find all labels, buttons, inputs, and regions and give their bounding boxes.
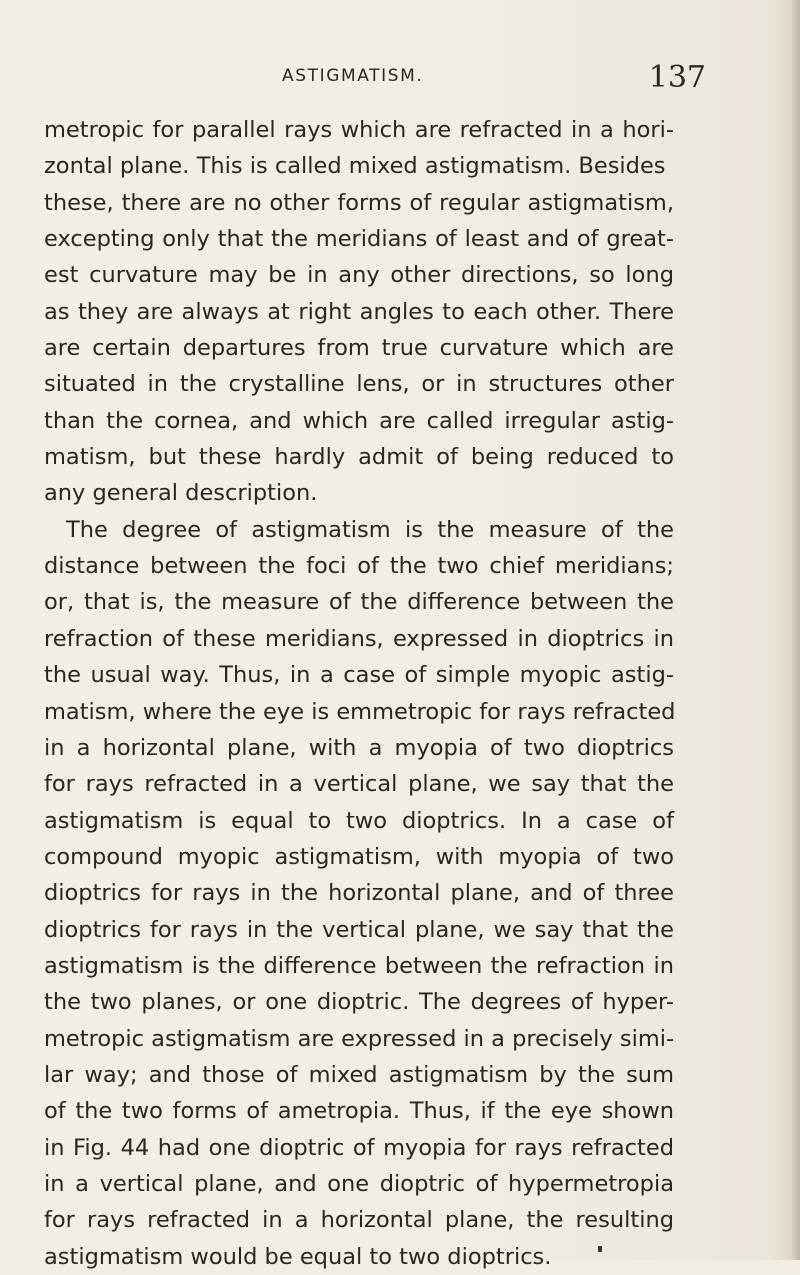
text-line: astigmatism is equal to two dioptrics. In a case of: [44, 807, 674, 834]
text-line: metropic astigmatism are expressed in a precisely simi-: [44, 1025, 675, 1052]
text-line: astigmatism would be equal to two dioptrics.: [44, 1243, 552, 1270]
text-line: compound myopic astigmatism, with myopia of two: [44, 843, 674, 870]
body-text: [44, 112, 674, 1275]
text-line: in Fig. 44 had one dioptric of myopia for rays refracted: [44, 1134, 674, 1161]
text-line: dioptrics for rays in the horizontal plane, and of three: [44, 880, 674, 907]
text-line: matism, where the eye is emmetropic for rays refracted: [44, 698, 676, 725]
text-line: or, that is, the measure of the difference between the: [44, 589, 674, 616]
page-edge-shadow: [790, 0, 800, 1260]
text-line: for rays refracted in a vertical plane, we say that the: [44, 771, 674, 798]
text-line: as they are always at right angles to each other. There: [44, 298, 674, 325]
text-line: dioptrics for rays in the vertical plane, we say that the: [44, 916, 674, 943]
text-line: in a horizontal plane, with a myopia of two dioptrics: [44, 734, 674, 761]
text-line: than the cornea, and which are called irregular astig-: [44, 407, 674, 434]
printing-mark: [598, 1246, 602, 1252]
page-number: 137: [648, 60, 706, 95]
text-line: in a vertical plane, and one dioptric of hypermetropia: [44, 1170, 674, 1197]
text-line: est curvature may be in any other directions, so long: [44, 262, 674, 289]
text-line: astigmatism is the difference between the refraction in: [44, 952, 674, 979]
text-line: are certain departures from true curvature which are: [44, 335, 674, 362]
paragraph-start-line: The degree of astigmatism is the measure of the: [66, 516, 674, 543]
text-line: the usual way. Thus, in a case of simple myopic astig-: [44, 662, 674, 689]
text-line: distance between the foci of the two chief meridians;: [44, 553, 674, 580]
text-line: refraction of these meridians, expressed in dioptrics in: [44, 625, 674, 652]
text-line: lar way; and those of mixed astigmatism by the sum: [44, 1061, 674, 1088]
text-line: matism, but these hardly admit of being reduced to: [44, 444, 674, 471]
text-line: for rays refracted in a horizontal plane, the resulting: [44, 1207, 674, 1234]
text-line: these, there are no other forms of regular astigmatism,: [44, 189, 674, 216]
text-line: metropic for parallel rays which are refracted in a hori-: [44, 117, 674, 143]
text-line: any general description.: [44, 480, 318, 507]
text-line: of the two forms of ametropia. Thus, if the eye shown: [44, 1098, 674, 1125]
text-line: zontal plane. This is called mixed astigmatism. Besides: [44, 153, 666, 180]
running-head: [44, 60, 712, 104]
running-title: ASTIGMATISM.: [282, 66, 424, 86]
text-line: situated in the crystalline lens, or in structures other: [44, 371, 674, 398]
text-line: the two planes, or one dioptric. The degrees of hyper-: [44, 989, 674, 1016]
text-line: excepting only that the meridians of least and of great-: [44, 226, 674, 253]
